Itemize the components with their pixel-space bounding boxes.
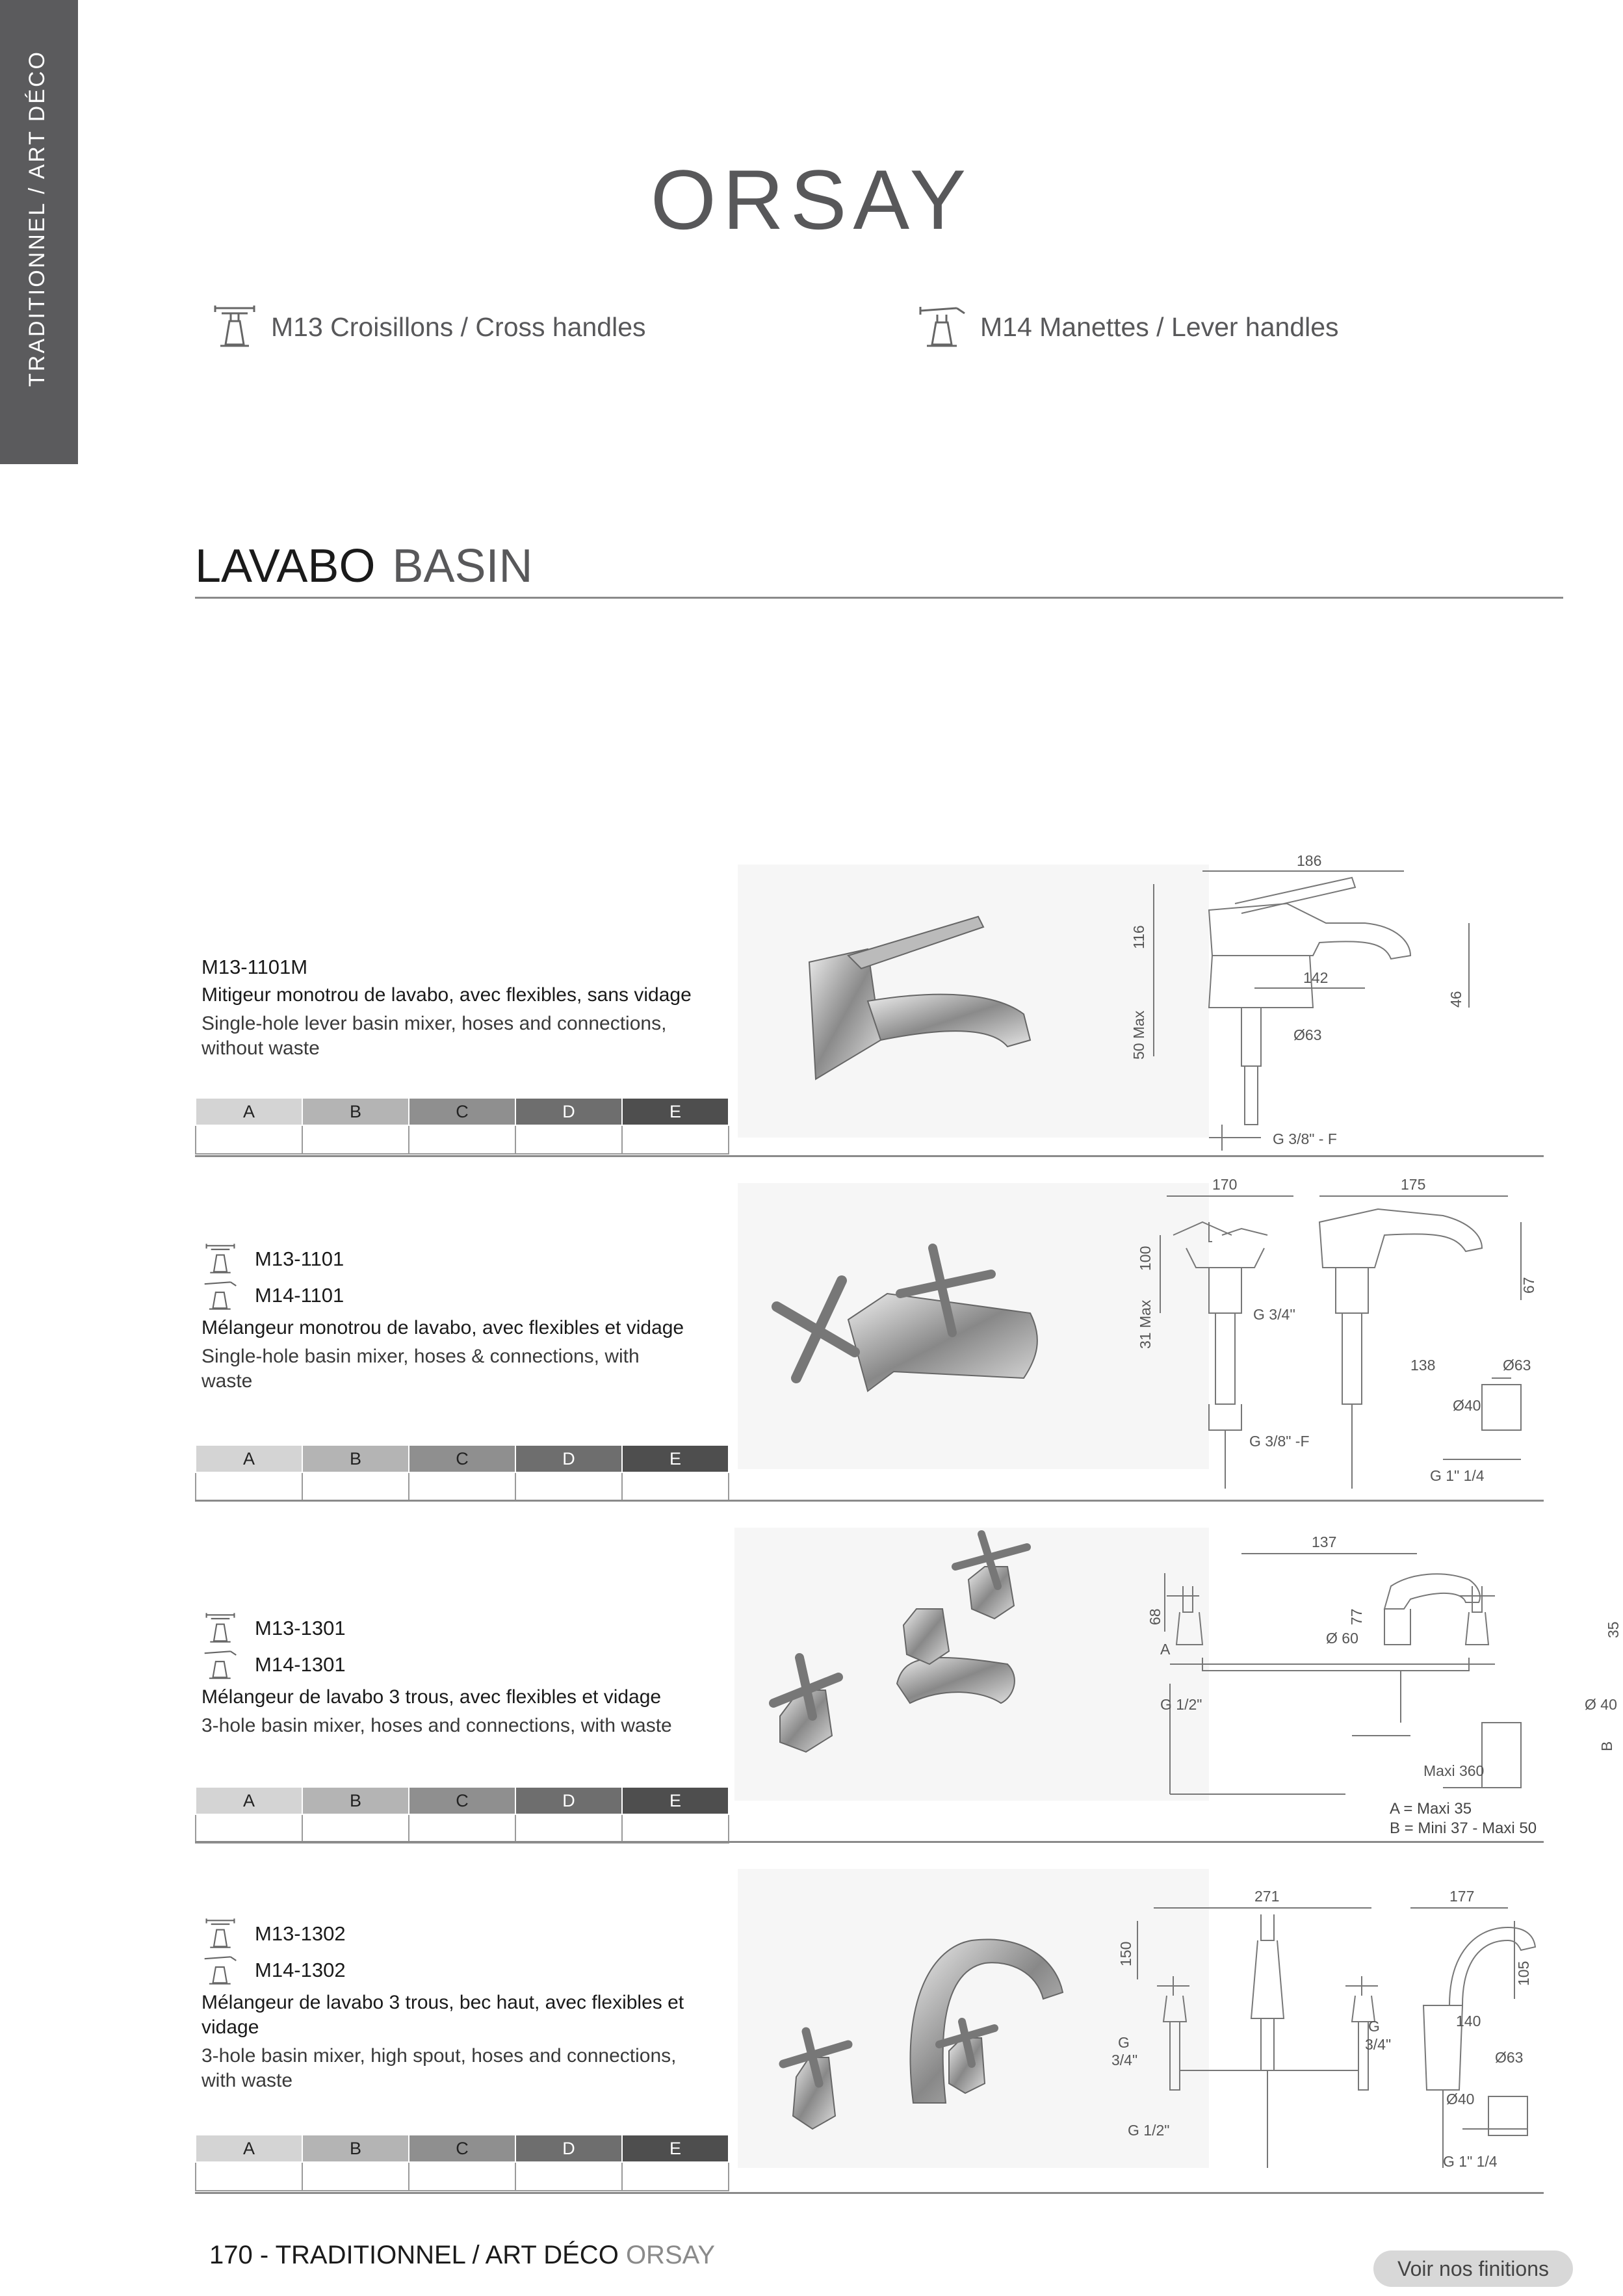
footer-brand: ORSAY bbox=[625, 2241, 716, 2269]
dimension-label: Ø40 bbox=[1446, 2091, 1475, 2107]
finish-col: B bbox=[302, 1445, 409, 1472]
dimension-label: 142 bbox=[1303, 969, 1329, 986]
finish-col: A bbox=[196, 1445, 302, 1472]
dimension-label: 170 bbox=[1212, 1176, 1238, 1193]
dimension-label: 177 bbox=[1449, 1888, 1475, 1905]
dimension-label: 31 Max bbox=[1137, 1299, 1154, 1349]
lever-handle-icon bbox=[201, 1279, 239, 1312]
dimension-label: Ø 60 bbox=[1326, 1630, 1358, 1647]
product-block bbox=[195, 1515, 1622, 1843]
finish-col: C bbox=[409, 1098, 515, 1125]
dimension-notes bbox=[1390, 1799, 1537, 1838]
dimension-label: Ø63 bbox=[1503, 1357, 1531, 1374]
dimension-label: G 1" 1/4 bbox=[1430, 1467, 1485, 1484]
dimension-label: A bbox=[1160, 1641, 1171, 1658]
dimension-label: Ø63 bbox=[1293, 1026, 1322, 1043]
dimension-label: Ø 40 bbox=[1585, 1696, 1617, 1713]
dimension-label: 105 bbox=[1515, 1961, 1532, 1986]
handle-legend-lever bbox=[918, 304, 1339, 350]
view-finishes-button[interactable]: Voir nos finitions bbox=[1373, 2250, 1573, 2287]
dimension-label: 175 bbox=[1401, 1176, 1426, 1193]
lever-handle-icon bbox=[918, 304, 967, 350]
dimension-label: 68 bbox=[1147, 1608, 1163, 1625]
dimension-label: 3/4" bbox=[1111, 2052, 1138, 2068]
cross-handle-icon bbox=[201, 1918, 239, 1950]
section-title-en: BASIN bbox=[392, 540, 533, 592]
finish-col: B bbox=[302, 1098, 409, 1125]
dimension-label: G bbox=[1118, 2034, 1130, 2051]
finish-col: D bbox=[515, 1787, 622, 1814]
product-description-en: 3-hole basin mixer, hoses and connections, with waste bbox=[201, 1715, 672, 1736]
dimension-label: 50 Max bbox=[1130, 1010, 1147, 1060]
handle-legend-cross bbox=[211, 304, 646, 350]
product-divider bbox=[195, 1155, 1544, 1157]
page-title: ORSAY bbox=[650, 152, 973, 247]
dimension-label: 46 bbox=[1448, 991, 1464, 1008]
lever-handle-icon bbox=[201, 1649, 239, 1681]
page-footer bbox=[209, 2241, 715, 2270]
section-title bbox=[195, 540, 533, 593]
product-divider bbox=[195, 2192, 1544, 2194]
product-block bbox=[195, 1170, 1544, 1502]
technical-drawing bbox=[1105, 1515, 1622, 1840]
dimension-label: 100 bbox=[1137, 1246, 1154, 1271]
product-description-en: 3-hole basin mixer, high spout, hoses and connections, with waste bbox=[201, 2045, 677, 2091]
note-b: B = Mini 37 - Maxi 50 bbox=[1390, 1820, 1537, 1837]
product-code: M13-1101 bbox=[255, 1247, 344, 1270]
product-code: M14-1302 bbox=[255, 1959, 346, 1981]
product-divider bbox=[195, 1841, 1544, 1843]
finish-col: A bbox=[196, 2135, 302, 2162]
note-a: A = Maxi 35 bbox=[1390, 1800, 1472, 1818]
handle-legend-cross-label: M13 Croisillons / Cross handles bbox=[271, 311, 646, 342]
finish-col: E bbox=[622, 2135, 729, 2162]
lever-handle-icon bbox=[201, 1954, 239, 1987]
cross-handle-icon bbox=[201, 1612, 239, 1645]
product-description-fr: Mitigeur monotrou de lavabo, avec flexibles, sans vidage bbox=[201, 984, 692, 1006]
finish-table bbox=[195, 1097, 729, 1155]
dimension-label: 35 bbox=[1605, 1621, 1622, 1638]
product-description-en: Single-hole lever basin mixer, hoses and connections, without waste bbox=[201, 1013, 667, 1059]
dimension-label: B bbox=[1598, 1741, 1615, 1751]
finish-col: D bbox=[515, 1445, 622, 1472]
product-code: M13-1302 bbox=[255, 1922, 346, 1945]
technical-drawing bbox=[1105, 852, 1540, 1157]
sidebar-label: TRADITIONNEL / ART DÉCO bbox=[25, 49, 49, 387]
dimension-label: G 1/2" bbox=[1160, 1696, 1202, 1713]
cross-handle-icon bbox=[201, 1243, 239, 1275]
section-divider bbox=[195, 597, 1563, 599]
dimension-label: 140 bbox=[1456, 2013, 1481, 2029]
finish-col: E bbox=[622, 1787, 729, 1814]
dimension-label: 271 bbox=[1254, 1888, 1280, 1905]
product-block bbox=[195, 1856, 1544, 2194]
finish-col: E bbox=[622, 1445, 729, 1472]
dimension-label: G 3/8" -F bbox=[1249, 1433, 1310, 1450]
product-description-fr: Mélangeur monotrou de lavabo, avec flexibles et vidage bbox=[201, 1317, 684, 1338]
product-code: M14-1101 bbox=[255, 1284, 344, 1307]
finish-table bbox=[195, 1444, 729, 1502]
dimension-label: 67 bbox=[1520, 1277, 1537, 1294]
dimension-label: 138 bbox=[1410, 1357, 1436, 1374]
product-description-fr: Mélangeur de lavabo 3 trous, bec haut, avec flexibles et vidage bbox=[201, 1992, 684, 2038]
finish-col: E bbox=[622, 1098, 729, 1125]
cross-handle-icon bbox=[211, 304, 258, 350]
technical-drawing bbox=[1072, 1856, 1540, 2187]
product-code: M14-1301 bbox=[255, 1653, 346, 1676]
product-code: M13-1301 bbox=[255, 1617, 346, 1639]
finish-col: B bbox=[302, 1787, 409, 1814]
dimension-label: 77 bbox=[1348, 1608, 1365, 1625]
product-code: M13-1101M bbox=[201, 956, 308, 978]
dimension-label: Maxi 360 bbox=[1423, 1762, 1485, 1779]
finish-col: C bbox=[409, 2135, 515, 2162]
footer-page: 170 - TRADITIONNEL / ART DÉCO bbox=[209, 2241, 619, 2269]
dimension-label: G bbox=[1368, 2018, 1380, 2035]
dimension-label: 137 bbox=[1312, 1533, 1337, 1550]
finish-col: A bbox=[196, 1787, 302, 1814]
dimension-label: 150 bbox=[1117, 1941, 1134, 1966]
finish-col: C bbox=[409, 1787, 515, 1814]
handle-legend-lever-label: M14 Manettes / Lever handles bbox=[980, 311, 1339, 342]
dimension-label: G 3/8" - F bbox=[1273, 1130, 1337, 1147]
dimension-label: 116 bbox=[1130, 925, 1147, 949]
section-title-fr: LAVABO bbox=[195, 540, 376, 592]
finish-table bbox=[195, 2134, 729, 2191]
finish-col: A bbox=[196, 1098, 302, 1125]
finish-col: D bbox=[515, 1098, 622, 1125]
product-description-en: Single-hole basin mixer, hoses & connections, with waste bbox=[201, 1346, 640, 1392]
dimension-label: 3/4" bbox=[1365, 2036, 1392, 2053]
dimension-label: Ø63 bbox=[1495, 2049, 1524, 2066]
finish-col: B bbox=[302, 2135, 409, 2162]
dimension-label: G 1" 1/4 bbox=[1443, 2153, 1498, 2170]
product-block bbox=[195, 852, 1544, 1157]
product-description-fr: Mélangeur de lavabo 3 trous, avec flexibles et vidage bbox=[201, 1686, 662, 1708]
dimension-label: G 1/2" bbox=[1128, 2122, 1170, 2139]
finish-col: C bbox=[409, 1445, 515, 1472]
technical-drawing bbox=[1105, 1170, 1540, 1502]
dimension-label: Ø40 bbox=[1453, 1397, 1481, 1414]
dimension-label: 186 bbox=[1297, 852, 1322, 869]
dimension-label: G 3/4'' bbox=[1253, 1306, 1296, 1323]
finish-table bbox=[195, 1786, 729, 1844]
finish-col: D bbox=[515, 2135, 622, 2162]
product-divider bbox=[195, 1500, 1544, 1502]
